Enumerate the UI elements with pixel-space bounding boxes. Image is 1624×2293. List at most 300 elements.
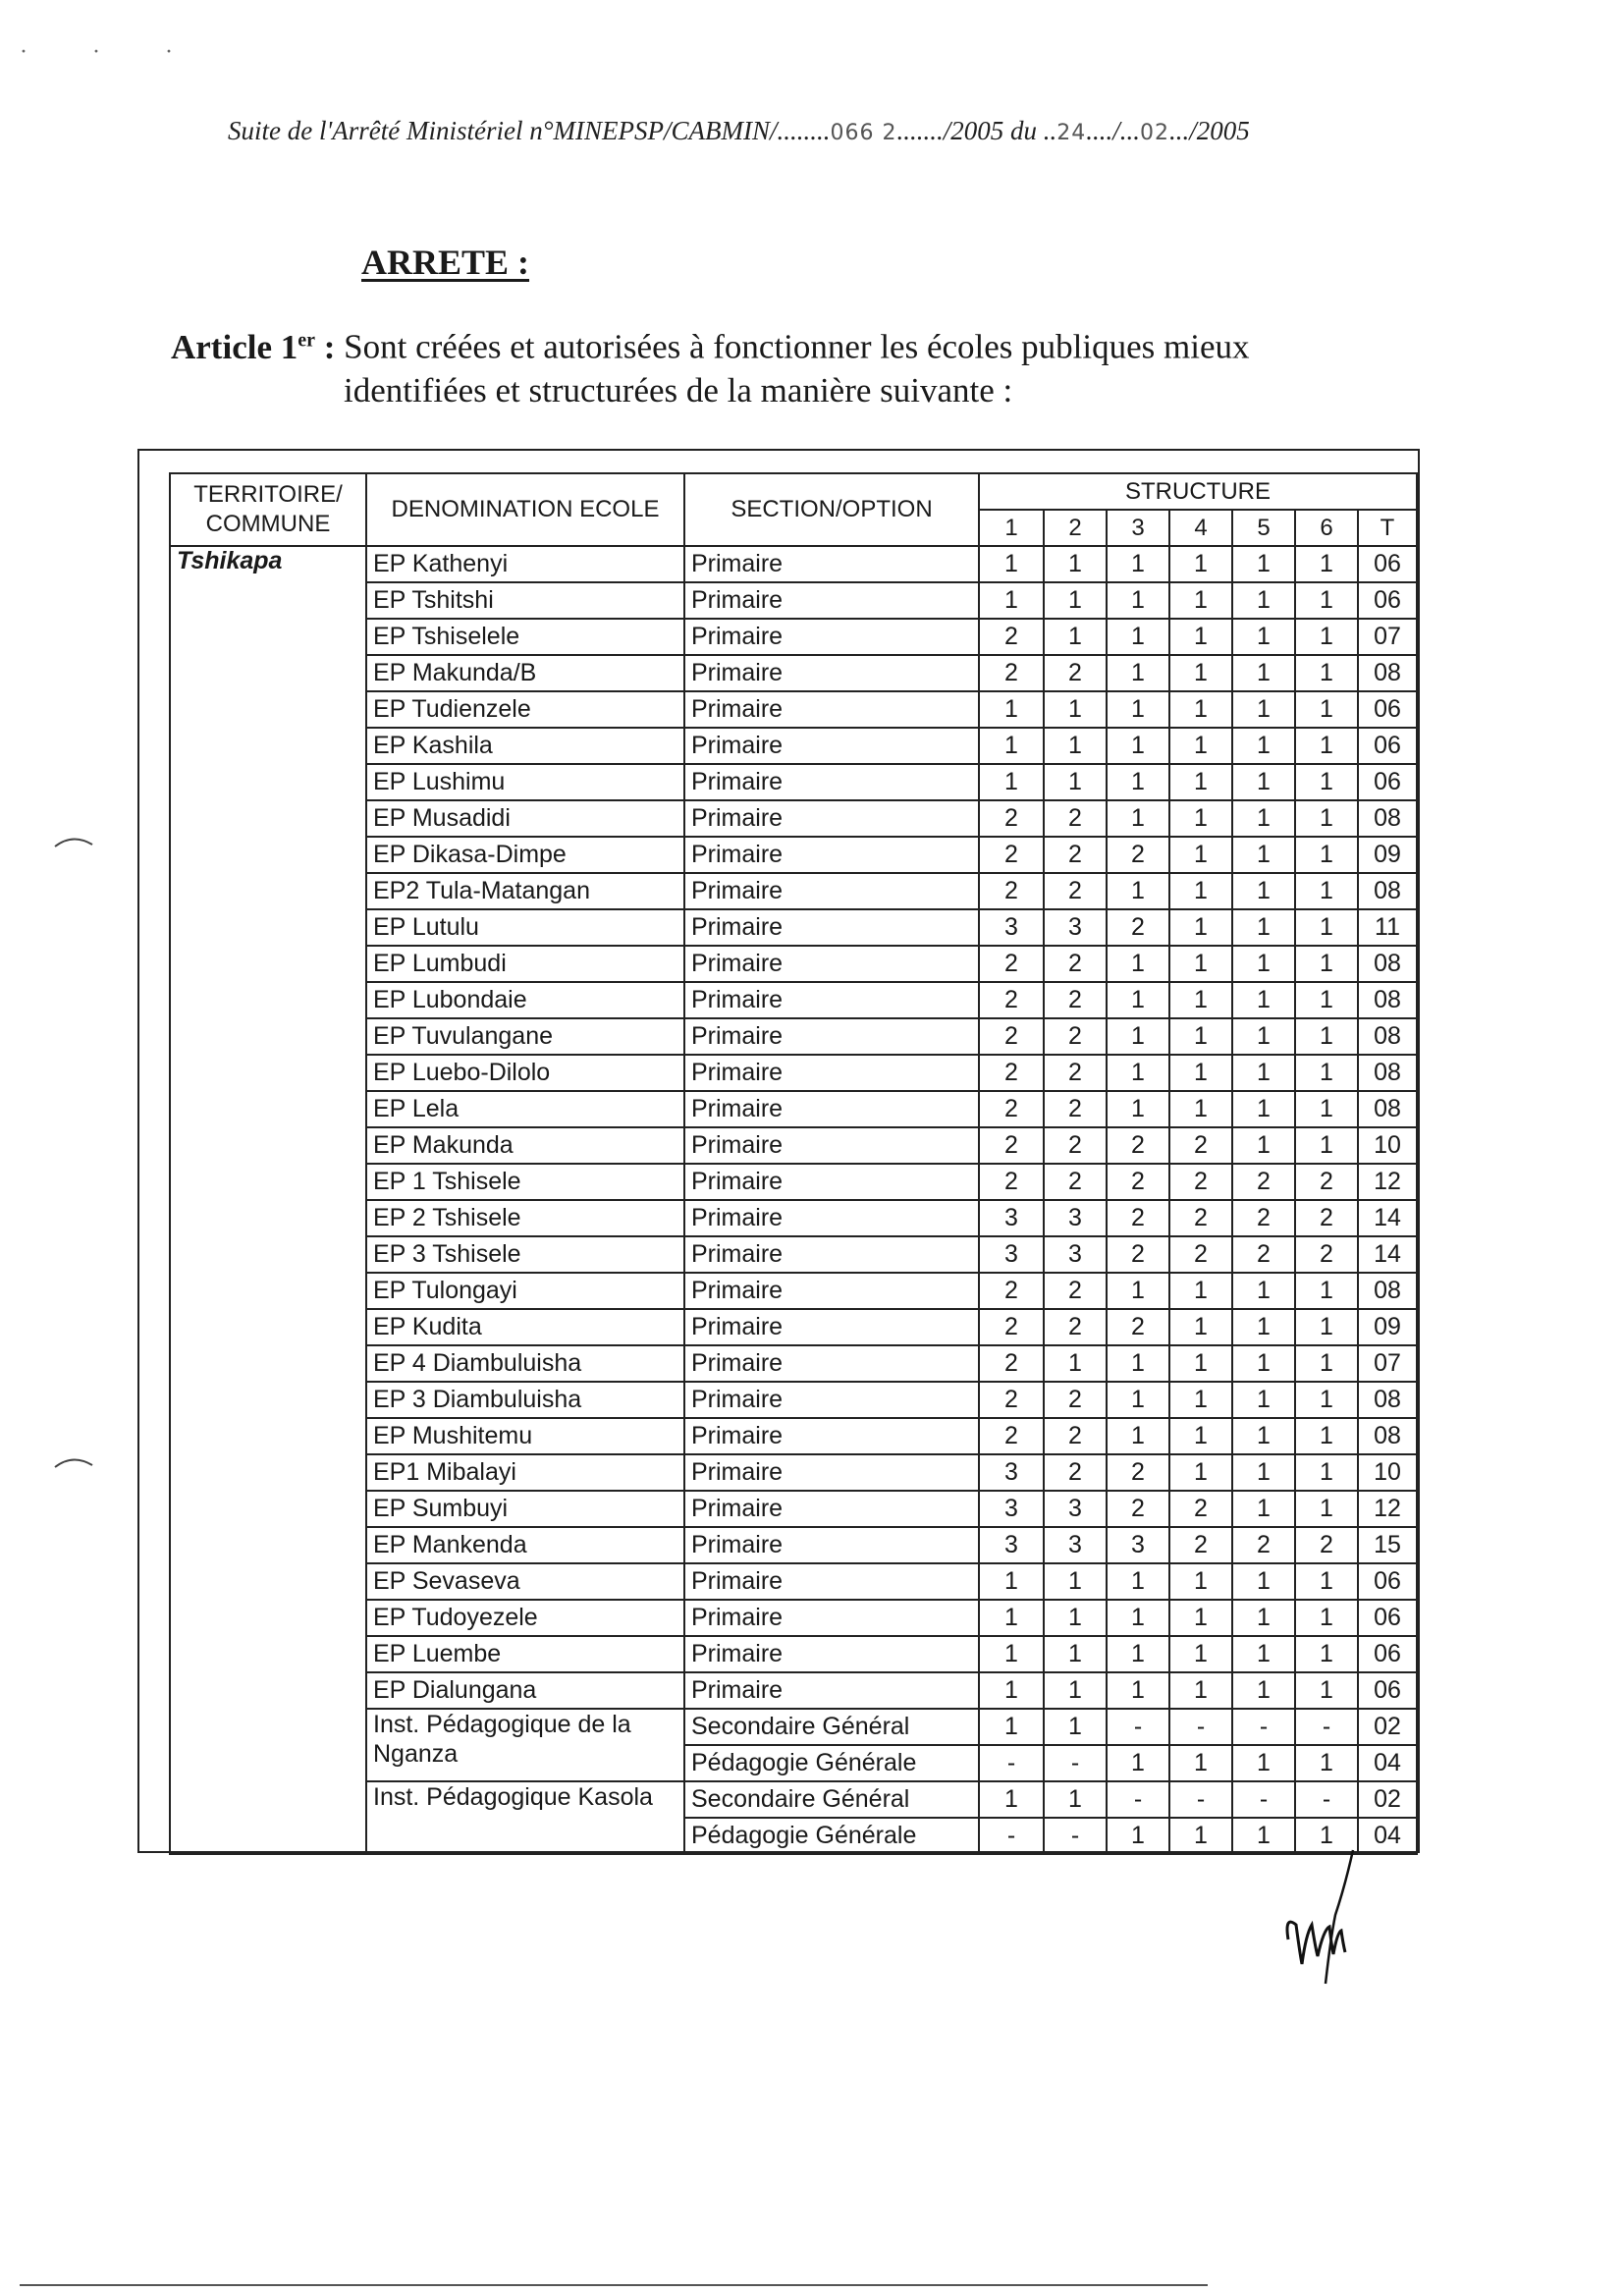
structure-value-cell: 08 (1358, 1018, 1417, 1055)
structure-value-cell: 2 (979, 1418, 1044, 1454)
structure-value-cell: 1 (1169, 546, 1232, 582)
school-name-cell: EP Mushitemu (366, 1418, 684, 1454)
structure-value-cell: 2 (979, 1164, 1044, 1200)
structure-value-cell: 1 (1232, 1454, 1295, 1491)
structure-value-cell: 1 (1107, 655, 1169, 691)
structure-value-cell: 2 (1044, 1454, 1107, 1491)
structure-value-cell: 1 (979, 764, 1044, 800)
col-header-territoire: TERRITOIRE/ COMMUNE (170, 473, 366, 546)
structure-value-cell: 1 (979, 1563, 1044, 1600)
structure-value-cell: 2 (979, 982, 1044, 1018)
structure-value-cell: 2 (1169, 1527, 1232, 1563)
structure-value-cell: 02 (1358, 1709, 1417, 1745)
structure-value-cell: - (1169, 1781, 1232, 1818)
structure-value-cell: 1 (1107, 582, 1169, 619)
structure-value-cell: 11 (1358, 909, 1417, 946)
structure-value-cell: 06 (1358, 546, 1417, 582)
structure-value-cell: 2 (979, 1309, 1044, 1345)
structure-value-cell: 1 (1107, 1055, 1169, 1091)
structure-value-cell: 1 (1232, 1055, 1295, 1091)
structure-value-cell: 06 (1358, 582, 1417, 619)
structure-value-cell: 1 (1107, 1563, 1169, 1600)
structure-value-cell: 1 (1295, 1563, 1358, 1600)
structure-value-cell: 2 (979, 837, 1044, 873)
structure-value-cell: 1 (979, 728, 1044, 764)
structure-value-cell: 1 (1107, 619, 1169, 655)
school-name-cell: EP Lushimu (366, 764, 684, 800)
structure-value-cell: 09 (1358, 837, 1417, 873)
structure-value-cell: 08 (1358, 1091, 1417, 1127)
structure-value-cell: 1 (1044, 582, 1107, 619)
structure-value-cell: 1 (979, 546, 1044, 582)
school-name-cell: EP Luembe (366, 1636, 684, 1672)
structure-value-cell: 2 (979, 1091, 1044, 1127)
structure-value-cell: 1 (1295, 1818, 1358, 1854)
margin-hole-mark-icon (51, 1453, 96, 1473)
school-name-cell: EP Lela (366, 1091, 684, 1127)
schools-table (169, 472, 1418, 1855)
school-name-cell: EP Tshiselele (366, 619, 684, 655)
header-prefix: Suite de l'Arrêté Ministériel n°MINEPSP/CABMIN/ (228, 116, 778, 145)
structure-value-cell: 1 (1044, 1600, 1107, 1636)
article-label-sup: er (298, 329, 315, 351)
structure-value-cell: 3 (979, 1454, 1044, 1491)
structure-value-cell: 1 (1295, 1636, 1358, 1672)
structure-value-cell: 1 (1169, 728, 1232, 764)
school-name-cell: EP Dialungana (366, 1672, 684, 1709)
school-name-cell: EP Lumbudi (366, 946, 684, 982)
structure-value-cell: 1 (1295, 1055, 1358, 1091)
structure-value-cell: 2 (1107, 1309, 1169, 1345)
structure-value-cell: 1 (1169, 1672, 1232, 1709)
structure-value-cell: - (1044, 1745, 1107, 1781)
structure-value-cell: 2 (1044, 946, 1107, 982)
structure-value-cell: 1 (1044, 1563, 1107, 1600)
section-cell: Primaire (684, 1527, 979, 1563)
structure-value-cell: 2 (1044, 1309, 1107, 1345)
structure-value-cell: 1 (1044, 764, 1107, 800)
section-cell: Primaire (684, 1055, 979, 1091)
structure-value-cell: 1 (1169, 1454, 1232, 1491)
structure-value-cell: 06 (1358, 691, 1417, 728)
structure-value-cell: 1 (1232, 837, 1295, 873)
structure-value-cell: 2 (979, 1382, 1044, 1418)
structure-value-cell: 1 (1295, 1418, 1358, 1454)
structure-value-cell: 2 (1232, 1527, 1295, 1563)
structure-value-cell: 1 (1295, 1018, 1358, 1055)
article-label (171, 328, 344, 366)
school-name-cell: EP Kathenyi (366, 546, 684, 582)
section-cell: Primaire (684, 1491, 979, 1527)
structure-value-cell: 1 (1169, 837, 1232, 873)
section-cell: Primaire (684, 1600, 979, 1636)
structure-value-cell: 3 (979, 1236, 1044, 1273)
structure-value-cell: 2 (1107, 909, 1169, 946)
structure-value-cell: 1 (1169, 1563, 1232, 1600)
section-cell: Primaire (684, 655, 979, 691)
structure-value-cell: 2 (1107, 1236, 1169, 1273)
header-day-handwritten: 24 (1056, 121, 1087, 145)
structure-value-cell: 2 (1169, 1236, 1232, 1273)
structure-col-header: 1 (979, 510, 1044, 546)
section-cell: Primaire (684, 1273, 979, 1309)
structure-value-cell: 1 (1295, 1454, 1358, 1491)
col-header-denomination: DENOMINATION ECOLE (366, 473, 684, 546)
school-name-cell: EP2 Tula-Matangan (366, 873, 684, 909)
structure-value-cell: 3 (979, 1491, 1044, 1527)
structure-value-cell: 1 (1295, 946, 1358, 982)
structure-value-cell: 06 (1358, 1563, 1417, 1600)
school-name-cell: EP 3 Tshisele (366, 1236, 684, 1273)
structure-value-cell: 2 (1295, 1527, 1358, 1563)
institute-name-cell: Inst. Pédagogique de la Nganza (366, 1709, 684, 1781)
structure-value-cell: 1 (1107, 946, 1169, 982)
structure-value-cell: 1 (979, 1636, 1044, 1672)
structure-value-cell: 2 (1044, 800, 1107, 837)
structure-value-cell: 1 (1169, 655, 1232, 691)
structure-value-cell: 1 (1169, 1345, 1232, 1382)
structure-value-cell: 1 (979, 1600, 1044, 1636)
structure-value-cell: 1 (1107, 873, 1169, 909)
structure-value-cell: 14 (1358, 1200, 1417, 1236)
section-cell: Primaire (684, 1309, 979, 1345)
structure-value-cell: 1 (1107, 1091, 1169, 1127)
structure-value-cell: 1 (1232, 655, 1295, 691)
section-cell: Primaire (684, 1200, 979, 1236)
structure-value-cell: 1 (1169, 1273, 1232, 1309)
structure-value-cell: 02 (1358, 1781, 1417, 1818)
structure-value-cell: 1 (1232, 873, 1295, 909)
structure-value-cell: 2 (1044, 1382, 1107, 1418)
structure-value-cell: 2 (979, 1055, 1044, 1091)
section-cell: Primaire (684, 909, 979, 946)
structure-value-cell: 1 (1107, 764, 1169, 800)
structure-value-cell: 1 (1232, 982, 1295, 1018)
structure-value-cell: 2 (1044, 1055, 1107, 1091)
structure-value-cell: 1 (1232, 1382, 1295, 1418)
structure-value-cell: 1 (1169, 982, 1232, 1018)
article-1 (171, 318, 1428, 412)
section-cell: Primaire (684, 1345, 979, 1382)
structure-value-cell: 1 (1295, 1309, 1358, 1345)
section-cell: Primaire (684, 1164, 979, 1200)
structure-value-cell: 1 (1044, 546, 1107, 582)
initials-signature-icon (1276, 1846, 1394, 1993)
structure-value-cell: 1 (1232, 1127, 1295, 1164)
structure-value-cell: 06 (1358, 728, 1417, 764)
article-text-line2: identifiées et structurées de la manière suivante : (344, 370, 1013, 409)
structure-value-cell: 06 (1358, 1600, 1417, 1636)
structure-value-cell: 2 (979, 1345, 1044, 1382)
structure-value-cell: 2 (1107, 1164, 1169, 1200)
structure-value-cell: 1 (1295, 1091, 1358, 1127)
structure-value-cell: 1 (1169, 619, 1232, 655)
structure-value-cell: 1 (1107, 1273, 1169, 1309)
structure-value-cell: 1 (1169, 1018, 1232, 1055)
structure-value-cell: 1 (1232, 1273, 1295, 1309)
structure-value-cell: 1 (1169, 1418, 1232, 1454)
structure-value-cell: 04 (1358, 1745, 1417, 1781)
structure-value-cell: 12 (1358, 1164, 1417, 1200)
structure-col-header: 5 (1232, 510, 1295, 546)
school-name-cell: EP Tudienzele (366, 691, 684, 728)
structure-value-cell: 1 (1169, 1745, 1232, 1781)
structure-value-cell: 2 (1232, 1236, 1295, 1273)
structure-value-cell: 2 (1169, 1200, 1232, 1236)
structure-value-cell: 1 (1107, 1018, 1169, 1055)
structure-value-cell: 1 (1107, 1382, 1169, 1418)
structure-value-cell: 1 (1232, 728, 1295, 764)
structure-value-cell: 1 (1169, 1600, 1232, 1636)
section-cell: Pédagogie Générale (684, 1818, 979, 1854)
structure-value-cell: 2 (979, 1127, 1044, 1164)
header-sep: / (1112, 116, 1120, 145)
structure-value-cell: 2 (979, 619, 1044, 655)
structure-value-cell: 1 (1232, 1091, 1295, 1127)
structure-value-cell: 1 (1232, 946, 1295, 982)
structure-value-cell: 1 (979, 582, 1044, 619)
structure-value-cell: 1 (1107, 1418, 1169, 1454)
structure-value-cell: 1 (1232, 1672, 1295, 1709)
school-name-cell: EP Sumbuyi (366, 1491, 684, 1527)
structure-value-cell: 2 (1169, 1491, 1232, 1527)
structure-value-cell: 1 (1044, 691, 1107, 728)
structure-value-cell: 2 (979, 655, 1044, 691)
school-name-cell: EP Tudoyezele (366, 1600, 684, 1636)
structure-value-cell: 1 (1107, 1672, 1169, 1709)
structure-value-cell: - (979, 1818, 1044, 1854)
structure-value-cell: 1 (1295, 982, 1358, 1018)
schools-table-frame (137, 449, 1420, 1853)
school-name-cell: EP 2 Tshisele (366, 1200, 684, 1236)
school-name-cell: EP Makunda (366, 1127, 684, 1164)
structure-value-cell: 1 (1295, 728, 1358, 764)
school-name-cell: EP 1 Tshisele (366, 1164, 684, 1200)
section-cell: Primaire (684, 1018, 979, 1055)
structure-value-cell: 06 (1358, 1636, 1417, 1672)
structure-value-cell: 1 (1169, 582, 1232, 619)
header-number-handwritten: 066 2 (830, 121, 897, 145)
structure-value-cell: 08 (1358, 655, 1417, 691)
territoire-cell: Tshikapa (170, 546, 366, 1854)
section-cell: Primaire (684, 1636, 979, 1672)
structure-value-cell: 1 (1295, 1273, 1358, 1309)
structure-value-cell: 1 (979, 1781, 1044, 1818)
scan-specks: · · · (20, 39, 202, 65)
structure-value-cell: 1 (1295, 1600, 1358, 1636)
structure-value-cell: 2 (1044, 982, 1107, 1018)
school-name-cell: EP Lutulu (366, 909, 684, 946)
structure-value-cell: 08 (1358, 800, 1417, 837)
structure-value-cell: 1 (1107, 982, 1169, 1018)
structure-value-cell: 04 (1358, 1818, 1417, 1854)
structure-value-cell: 2 (979, 873, 1044, 909)
structure-value-cell: 3 (979, 1527, 1044, 1563)
header-row (170, 473, 1417, 510)
decree-title: ARRETE : (361, 243, 530, 282)
structure-value-cell: 2 (1107, 1491, 1169, 1527)
structure-value-cell: 10 (1358, 1127, 1417, 1164)
structure-value-cell: 2 (1044, 1164, 1107, 1200)
structure-value-cell: - (1295, 1709, 1358, 1745)
structure-value-cell: 2 (1044, 1273, 1107, 1309)
structure-value-cell: 3 (1044, 1200, 1107, 1236)
structure-value-cell: 1 (1295, 1127, 1358, 1164)
structure-value-cell: 15 (1358, 1527, 1417, 1563)
structure-value-cell: 14 (1358, 1236, 1417, 1273)
school-name-cell: EP Kashila (366, 728, 684, 764)
structure-value-cell: 1 (1107, 728, 1169, 764)
structure-value-cell: 2 (1107, 1200, 1169, 1236)
school-name-cell: EP1 Mibalayi (366, 1454, 684, 1491)
school-name-cell: EP Musadidi (366, 800, 684, 837)
structure-value-cell: 1 (1295, 873, 1358, 909)
institute-name-cell: Inst. Pédagogique Kasola (366, 1781, 684, 1854)
structure-value-cell: 08 (1358, 1273, 1417, 1309)
structure-value-cell: 1 (1232, 1600, 1295, 1636)
structure-value-cell: 1 (1044, 1345, 1107, 1382)
section-cell: Primaire (684, 546, 979, 582)
structure-value-cell: 2 (1044, 1127, 1107, 1164)
structure-value-cell: - (1169, 1709, 1232, 1745)
section-cell: Primaire (684, 946, 979, 982)
section-cell: Primaire (684, 1563, 979, 1600)
section-cell: Primaire (684, 837, 979, 873)
structure-value-cell: 1 (1232, 1636, 1295, 1672)
structure-value-cell: 1 (1107, 1600, 1169, 1636)
school-name-cell: EP Dikasa-Dimpe (366, 837, 684, 873)
structure-col-header: 6 (1295, 510, 1358, 546)
section-cell: Primaire (684, 1236, 979, 1273)
school-name-cell: EP Luebo-Dilolo (366, 1055, 684, 1091)
structure-value-cell: 1 (1295, 655, 1358, 691)
structure-value-cell: 1 (1044, 1636, 1107, 1672)
structure-value-cell: 1 (1044, 1672, 1107, 1709)
structure-value-cell: 1 (1295, 582, 1358, 619)
structure-value-cell: 1 (1295, 1491, 1358, 1527)
structure-value-cell: 1 (1107, 546, 1169, 582)
structure-value-cell: 3 (1044, 1236, 1107, 1273)
structure-value-cell: 1 (1044, 619, 1107, 655)
school-name-cell: EP Tulongayi (366, 1273, 684, 1309)
structure-value-cell: 08 (1358, 946, 1417, 982)
structure-value-cell: 1 (1107, 1745, 1169, 1781)
structure-value-cell: 08 (1358, 1382, 1417, 1418)
structure-value-cell: 1 (1044, 1709, 1107, 1745)
section-cell: Primaire (684, 873, 979, 909)
structure-value-cell: 1 (1107, 1636, 1169, 1672)
structure-value-cell: 2 (1044, 1091, 1107, 1127)
structure-value-cell: 1 (1232, 582, 1295, 619)
section-cell: Secondaire Général (684, 1781, 979, 1818)
table-row (170, 546, 1417, 582)
section-cell: Primaire (684, 582, 979, 619)
header-mid: /2005 du (943, 116, 1044, 145)
section-cell: Secondaire Général (684, 1709, 979, 1745)
structure-value-cell: 1 (1232, 764, 1295, 800)
structure-value-cell: 1 (1295, 546, 1358, 582)
structure-value-cell: 1 (1169, 691, 1232, 728)
structure-value-cell: 1 (1295, 1382, 1358, 1418)
col-header-structure: STRUCTURE (979, 473, 1417, 510)
structure-value-cell: 2 (979, 800, 1044, 837)
structure-col-header: 2 (1044, 510, 1107, 546)
school-name-cell: EP Kudita (366, 1309, 684, 1345)
structure-value-cell: 06 (1358, 764, 1417, 800)
structure-value-cell: 1 (1169, 1382, 1232, 1418)
structure-value-cell: 1 (1232, 1345, 1295, 1382)
structure-value-cell: 1 (1295, 1745, 1358, 1781)
section-cell: Primaire (684, 1382, 979, 1418)
structure-value-cell: 1 (1232, 1309, 1295, 1345)
structure-value-cell: 1 (1232, 691, 1295, 728)
structure-value-cell: 1 (1107, 800, 1169, 837)
structure-value-cell: 1 (1232, 1745, 1295, 1781)
structure-value-cell: 1 (1295, 800, 1358, 837)
structure-value-cell: 1 (1169, 909, 1232, 946)
structure-value-cell: 2 (1107, 837, 1169, 873)
article-text-line1: Sont créées et autorisées à fonctionner les écoles publiques mieux (344, 327, 1250, 366)
structure-value-cell: 06 (1358, 1672, 1417, 1709)
structure-value-cell: 1 (1107, 1345, 1169, 1382)
structure-value-cell: 1 (1295, 909, 1358, 946)
structure-value-cell: - (1044, 1818, 1107, 1854)
structure-value-cell: 12 (1358, 1491, 1417, 1527)
section-cell: Primaire (684, 691, 979, 728)
section-cell: Primaire (684, 1091, 979, 1127)
structure-value-cell: 1 (1232, 619, 1295, 655)
structure-value-cell: 1 (1232, 800, 1295, 837)
structure-value-cell: 1 (979, 1709, 1044, 1745)
structure-value-cell: 2 (1232, 1200, 1295, 1236)
structure-value-cell: 1 (1295, 837, 1358, 873)
structure-value-cell: 2 (1169, 1164, 1232, 1200)
structure-value-cell: 2 (979, 946, 1044, 982)
section-cell: Primaire (684, 619, 979, 655)
structure-value-cell: 3 (1044, 1491, 1107, 1527)
header-reference: Suite de l'Arrêté Ministériel n°MINEPSP/CABMIN/........066 2......./2005 du ..24..../...02.../2005 (228, 116, 1250, 145)
structure-value-cell: 1 (1107, 1818, 1169, 1854)
article-colon: : (315, 327, 345, 366)
structure-value-cell: 1 (1044, 728, 1107, 764)
structure-value-cell: - (1232, 1781, 1295, 1818)
structure-value-cell: 2 (1232, 1164, 1295, 1200)
section-cell: Primaire (684, 982, 979, 1018)
structure-value-cell: 1 (1232, 909, 1295, 946)
school-name-cell: EP Makunda/B (366, 655, 684, 691)
section-cell: Primaire (684, 1672, 979, 1709)
school-name-cell: EP 4 Diambuluisha (366, 1345, 684, 1382)
structure-col-header: 3 (1107, 510, 1169, 546)
structure-value-cell: 08 (1358, 1055, 1417, 1091)
school-name-cell: EP Tshitshi (366, 582, 684, 619)
structure-value-cell: 1 (1107, 691, 1169, 728)
structure-col-header: T (1358, 510, 1417, 546)
structure-value-cell: 2 (979, 1273, 1044, 1309)
structure-value-cell: 2 (1107, 1454, 1169, 1491)
structure-value-cell: 1 (1044, 1781, 1107, 1818)
structure-value-cell: 1 (1169, 1091, 1232, 1127)
structure-value-cell: 1 (979, 1672, 1044, 1709)
section-cell: Primaire (684, 1418, 979, 1454)
structure-value-cell: 2 (1295, 1200, 1358, 1236)
structure-value-cell: 1 (1232, 1018, 1295, 1055)
structure-value-cell: 2 (1044, 655, 1107, 691)
structure-value-cell: 08 (1358, 1418, 1417, 1454)
structure-value-cell: 3 (979, 909, 1044, 946)
structure-value-cell: - (1107, 1709, 1169, 1745)
structure-value-cell: 1 (1169, 1309, 1232, 1345)
